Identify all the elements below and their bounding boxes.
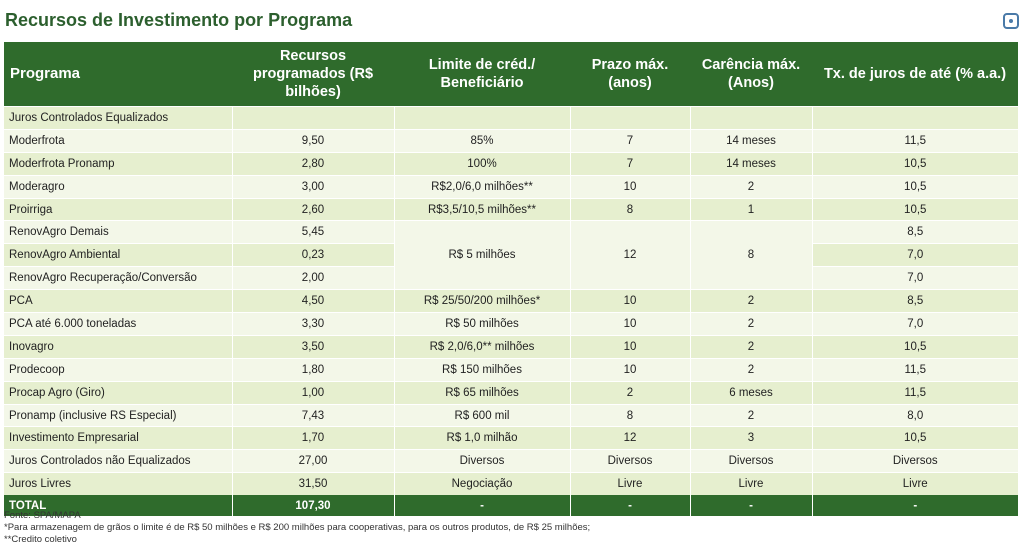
total-cell: 107,30 — [232, 496, 394, 517]
table-cell: Diversos — [394, 450, 570, 473]
total-cell: - — [394, 496, 570, 517]
table-cell: 11,5 — [812, 381, 1018, 404]
program-name-cell: Moderagro — [4, 175, 232, 198]
total-label: TOTAL — [4, 496, 232, 517]
program-name-cell: RenovAgro Ambiental — [4, 244, 232, 267]
table-cell: 14 meses — [690, 129, 812, 152]
table-row — [4, 473, 1018, 496]
table-cell — [690, 107, 812, 130]
program-name-cell: PCA até 6.000 toneladas — [4, 313, 232, 336]
table-cell: 3 — [690, 427, 812, 450]
table-cell: 4,50 — [232, 290, 394, 313]
program-name-cell: Juros Livres — [4, 473, 232, 496]
table-cell — [232, 107, 394, 130]
table-cell: 31,50 — [232, 473, 394, 496]
table-cell: R$ 50 milhões — [394, 313, 570, 336]
table-cell: 0,23 — [232, 244, 394, 267]
table-cell: 14 meses — [690, 152, 812, 175]
table-cell: Diversos — [812, 450, 1018, 473]
table-cell-merged: 8 — [690, 221, 812, 290]
table-cell: 10,5 — [812, 427, 1018, 450]
program-name-cell: RenovAgro Recuperação/Conversão — [4, 267, 232, 290]
table-cell: R$ 25/50/200 milhões* — [394, 290, 570, 313]
screenshot-scan-icon[interactable] — [1003, 13, 1019, 29]
header-juros: Tx. de juros de até (% a.a.) — [812, 42, 1018, 107]
table-cell: 10 — [570, 335, 690, 358]
table-row — [4, 107, 1018, 130]
table-cell: 10 — [570, 358, 690, 381]
table-cell: 11,5 — [812, 358, 1018, 381]
program-name-cell: Juros Controlados não Equalizados — [4, 450, 232, 473]
table-cell: 100% — [394, 152, 570, 175]
table-cell: 6 meses — [690, 381, 812, 404]
program-name-cell: RenovAgro Demais — [4, 221, 232, 244]
table-cell — [812, 107, 1018, 130]
table-row — [4, 221, 1018, 244]
table-row — [4, 404, 1018, 427]
program-name-cell: Juros Controlados Equalizados — [4, 107, 232, 130]
table-cell: 10,5 — [812, 335, 1018, 358]
table-cell: 2 — [690, 358, 812, 381]
header-programa: Programa — [4, 42, 232, 107]
header-limite: Limite de créd./ Beneficiário — [394, 42, 570, 107]
program-name-cell: Moderfrota Pronamp — [4, 152, 232, 175]
table-cell: 10,5 — [812, 152, 1018, 175]
table-cell: R$ 600 mil — [394, 404, 570, 427]
table-cell: Livre — [690, 473, 812, 496]
table-cell: 2 — [690, 313, 812, 336]
program-name-cell: PCA — [4, 290, 232, 313]
program-name-cell: Prodecoop — [4, 358, 232, 381]
table-cell — [394, 107, 570, 130]
table-row — [4, 175, 1018, 198]
table-cell: 7,0 — [812, 313, 1018, 336]
table-row — [4, 129, 1018, 152]
investment-table — [4, 42, 1018, 516]
table-header-row — [4, 42, 1018, 107]
table-cell: 8,5 — [812, 290, 1018, 313]
table-cell: 2,00 — [232, 267, 394, 290]
table-row — [4, 381, 1018, 404]
table-row — [4, 152, 1018, 175]
table-cell: Negociação — [394, 473, 570, 496]
table-cell: 1,00 — [232, 381, 394, 404]
table-cell: 1 — [690, 198, 812, 221]
table-row — [4, 313, 1018, 336]
program-name-cell: Pronamp (inclusive RS Especial) — [4, 404, 232, 427]
table-cell: R$2,0/6,0 milhões** — [394, 175, 570, 198]
table-cell: R$ 65 milhões — [394, 381, 570, 404]
table-cell: R$ 1,0 milhão — [394, 427, 570, 450]
table-cell: Livre — [570, 473, 690, 496]
table-cell: R$ 150 milhões — [394, 358, 570, 381]
footnotes — [4, 510, 590, 546]
table-cell: 10,5 — [812, 198, 1018, 221]
program-name-cell: Moderfrota — [4, 129, 232, 152]
table-cell: 9,50 — [232, 129, 394, 152]
header-carencia: Carência máx. (Anos) — [690, 42, 812, 107]
program-name-cell: Inovagro — [4, 335, 232, 358]
table-cell: 8,0 — [812, 404, 1018, 427]
table-cell: 1,70 — [232, 427, 394, 450]
table-row — [4, 450, 1018, 473]
table-cell: Livre — [812, 473, 1018, 496]
table-cell: 7,0 — [812, 244, 1018, 267]
table-cell: 1,80 — [232, 358, 394, 381]
table-row — [4, 198, 1018, 221]
table-cell: 85% — [394, 129, 570, 152]
table-cell: 2 — [570, 381, 690, 404]
table-cell: 27,00 — [232, 450, 394, 473]
header-prazo: Prazo máx. (anos) — [570, 42, 690, 107]
table-cell: 7,0 — [812, 267, 1018, 290]
table-row — [4, 335, 1018, 358]
table-cell: 12 — [570, 427, 690, 450]
table-row — [4, 427, 1018, 450]
table-cell: 8,5 — [812, 221, 1018, 244]
page-title: Recursos de Investimento por Programa — [5, 10, 353, 30]
table-cell: 2,80 — [232, 152, 394, 175]
table-cell: 2 — [690, 175, 812, 198]
table-cell: 2 — [690, 404, 812, 427]
table-cell: Diversos — [690, 450, 812, 473]
table-cell: 5,45 — [232, 221, 394, 244]
program-name-cell: Procap Agro (Giro) — [4, 381, 232, 404]
table-row — [4, 290, 1018, 313]
table-cell: 10 — [570, 175, 690, 198]
total-cell: - — [812, 496, 1018, 517]
table-cell: 3,30 — [232, 313, 394, 336]
table-cell: R$ 2,0/6,0** milhões — [394, 335, 570, 358]
table-cell: 10 — [570, 313, 690, 336]
program-name-cell: Investimento Empresarial — [4, 427, 232, 450]
table-cell: 11,5 — [812, 129, 1018, 152]
table-cell: Diversos — [570, 450, 690, 473]
table-cell: 7 — [570, 152, 690, 175]
table-cell: 8 — [570, 404, 690, 427]
total-cell: - — [570, 496, 690, 517]
table-row — [4, 358, 1018, 381]
table-cell: 7 — [570, 129, 690, 152]
table-cell-merged: R$ 5 milhões — [394, 221, 570, 290]
table-cell: 10 — [570, 290, 690, 313]
table-cell: 2,60 — [232, 198, 394, 221]
footnote-1: *Para armazenagem de grãos o limite é de R$ 50 milhões e R$ 200 milhões para cooperativas, para os outros produtos, de R$ 25 milhões; — [4, 522, 591, 533]
table-cell: 2 — [690, 335, 812, 358]
table-cell: 3,50 — [232, 335, 394, 358]
table-cell — [570, 107, 690, 130]
table-cell-merged: 12 — [570, 221, 690, 290]
header-recursos: Recursos programados (R$ bilhões) — [232, 42, 394, 107]
footnote-2: **Credito coletivo — [4, 534, 77, 545]
source-note: Fonte: SPA/MAPA — [4, 510, 81, 521]
table-cell: 10,5 — [812, 175, 1018, 198]
program-name-cell: Proirriga — [4, 198, 232, 221]
total-cell: - — [690, 496, 812, 517]
table-cell: 8 — [570, 198, 690, 221]
table-cell: 3,00 — [232, 175, 394, 198]
table-cell: 7,43 — [232, 404, 394, 427]
table-cell: R$3,5/10,5 milhões** — [394, 198, 570, 221]
table-cell: 2 — [690, 290, 812, 313]
